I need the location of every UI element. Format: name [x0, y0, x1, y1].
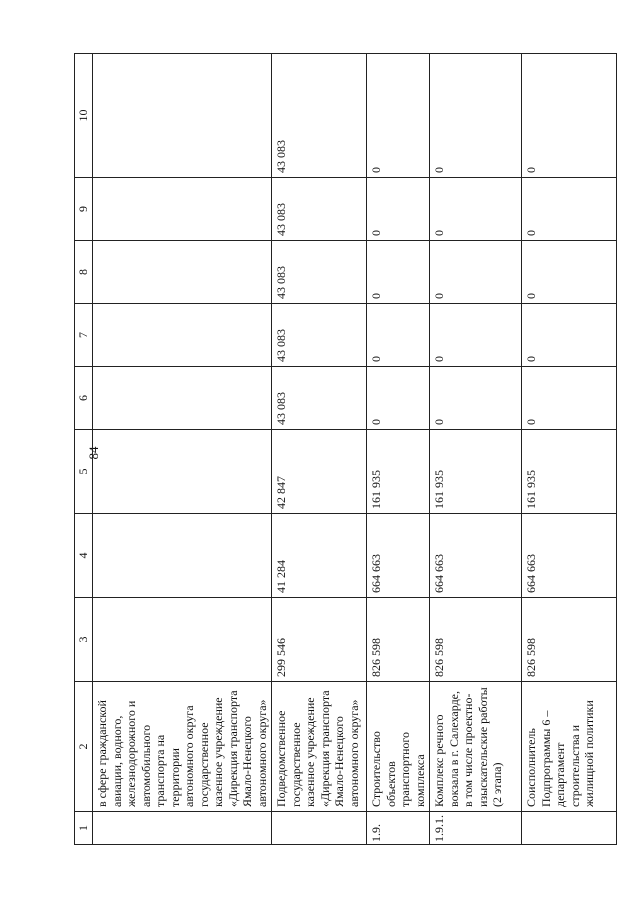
value-cell: [93, 304, 272, 367]
table-row: [367, 54, 430, 845]
value-cell: [93, 54, 272, 178]
row-number-cell: [93, 812, 272, 845]
value-cell: 0: [367, 241, 430, 304]
value-cell: 43 083: [272, 178, 367, 241]
header-cell: 4: [75, 514, 93, 598]
value-cell: 0: [522, 367, 617, 430]
value-cell: [93, 367, 272, 430]
value-cell: 43 083: [272, 241, 367, 304]
value-cell: 0: [522, 54, 617, 178]
value-cell: 161 935: [430, 430, 522, 514]
value-cell: 0: [522, 178, 617, 241]
value-cell: 0: [522, 304, 617, 367]
budget-table: [74, 53, 617, 845]
budget-table-container: [74, 54, 596, 845]
header-cell: 8: [75, 241, 93, 304]
table-row: [93, 54, 272, 845]
value-cell: 0: [430, 241, 522, 304]
table-row: [272, 54, 367, 845]
value-cell: 43 083: [272, 54, 367, 178]
row-title-cell: Комплекс речного вокзала в г. Салехарде, в том числе проектно-изыскательские работы (2 этапа): [430, 682, 522, 812]
value-cell: 0: [430, 178, 522, 241]
table-header-row: [75, 54, 93, 845]
header-cell: 2: [75, 682, 93, 812]
value-cell: 0: [430, 367, 522, 430]
value-cell: 0: [430, 54, 522, 178]
row-title-cell: Подведомственное государственное казенное учреждение «Дирекция транспорта Ямало-Ненецкого автономного округа»: [272, 682, 367, 812]
row-number-cell: [522, 812, 617, 845]
header-cell: 7: [75, 304, 93, 367]
value-cell: 161 935: [522, 430, 617, 514]
row-number-cell: 1.9.: [367, 812, 430, 845]
table-row: [430, 54, 522, 845]
value-cell: [93, 514, 272, 598]
value-cell: [93, 178, 272, 241]
header-cell: 3: [75, 598, 93, 682]
value-cell: 826 598: [430, 598, 522, 682]
header-cell: 1: [75, 812, 93, 845]
row-number-cell: [272, 812, 367, 845]
header-cell: 9: [75, 178, 93, 241]
header-cell: 5: [75, 430, 93, 514]
value-cell: 0: [430, 304, 522, 367]
value-cell: 0: [367, 178, 430, 241]
value-cell: 826 598: [367, 598, 430, 682]
value-cell: [93, 598, 272, 682]
value-cell: [93, 430, 272, 514]
header-cell: 10: [75, 54, 93, 178]
value-cell: 664 663: [367, 514, 430, 598]
page-number: 84: [86, 446, 101, 460]
value-cell: 826 598: [522, 598, 617, 682]
value-cell: 0: [367, 304, 430, 367]
value-cell: 0: [522, 241, 617, 304]
value-cell: 0: [367, 367, 430, 430]
value-cell: 299 546: [272, 598, 367, 682]
row-number-cell: 1.9.1.: [430, 812, 522, 845]
row-title-cell: Строительство объектов транспортного комплекса: [367, 682, 430, 812]
value-cell: 664 663: [522, 514, 617, 598]
row-title-cell: Соисполнитель Подпрограммы 6 – департамент строительства и жилищной политики: [522, 682, 617, 812]
value-cell: 43 083: [272, 367, 367, 430]
value-cell: 41 284: [272, 514, 367, 598]
row-title-cell: в сфере гражданской авиации, водного, железнодорожного и автомобильного транспорта на территории автономного округа государственное казенное учреждение «Дирекция транспорта Ямало-Ненецкого автономного округа»: [93, 682, 272, 812]
value-cell: 161 935: [367, 430, 430, 514]
value-cell: 42 847: [272, 430, 367, 514]
value-cell: 0: [367, 54, 430, 178]
value-cell: [93, 241, 272, 304]
value-cell: 43 083: [272, 304, 367, 367]
table-row: [522, 54, 617, 845]
value-cell: 664 663: [430, 514, 522, 598]
header-cell: 6: [75, 367, 93, 430]
